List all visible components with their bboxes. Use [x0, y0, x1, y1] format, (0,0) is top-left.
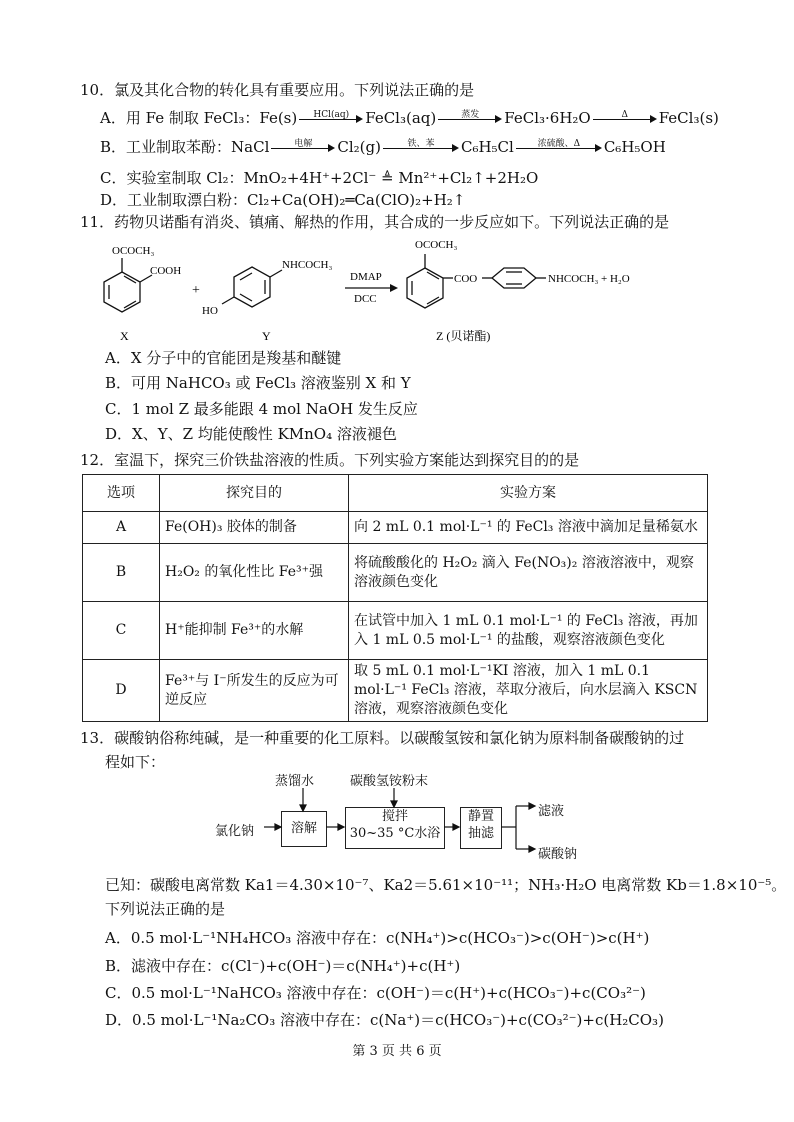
arrow-label: 电解 [294, 139, 313, 149]
q13-option-c: C．0.5 mol·L⁻¹NaHCO₃ 溶液中存在：c(OH⁻)＝c(H⁺)+c(HCO₃⁻)+c(CO₃²⁻) [105, 984, 646, 1002]
q10-b-m3: C₆H₅OH [603, 138, 666, 156]
y-substituent-amide: NHCOCH₃ [282, 259, 333, 271]
z-substituent-acetoxy: OCOCH₃ [415, 239, 458, 251]
q12-stem: 12．室温下，探究三价铁盐溶液的性质。下列实验方案能达到探究目的的是 [80, 451, 580, 469]
table-header-row [83, 475, 708, 512]
q10-a-prefix: A．用 Fe 制取 FeCl₃：Fe(s) [100, 109, 298, 127]
q13-stem-line1: 13．碳酸钠俗称纯碱，是一种重要的化工原料。以碳酸氢铵和氯化钠为原料制备碳酸钠的过 [80, 729, 685, 747]
label-x: X [120, 329, 129, 343]
benzene-ring-x [104, 258, 152, 312]
flow-arrows [250, 784, 550, 859]
flow-filter-label: 抽滤 [467, 826, 494, 841]
table-row [83, 602, 708, 660]
flow-sodium-carbonate: 碳酸钠 [538, 847, 578, 862]
q13-known-constants: 已知：碳酸电离常数 Ka1＝4.30×10⁻⁷、Ka2＝5.61×10⁻¹¹；NH₃·H₂O 电离常数 Kb＝1.8×10⁻⁵。 [105, 876, 787, 894]
label-y: Y [262, 329, 271, 343]
y-substituent-hydroxyl: HO [202, 305, 218, 317]
benzene-ring-z2 [482, 268, 546, 288]
reaction-arrow [299, 108, 363, 128]
row-goal: Fe(OH)₃ 胶体的制备 [160, 512, 349, 544]
q10-option-c: C．实验室制取 Cl₂：MnO₂+4H⁺+2Cl⁻ ≜ Mn²⁺+Cl₂↑+2H₂O [100, 169, 539, 187]
header-goal: 探究目的 [160, 475, 349, 512]
label-z: Z (贝诺酯) [436, 329, 491, 343]
q11-option-c: C．1 mol Z 最多能跟 4 mol NaOH 发生反应 [105, 400, 418, 418]
q10-option-b [100, 137, 666, 157]
q10-stem: 10．氯及其化合物的转化具有重要应用。下列说法正确的是 [80, 81, 475, 99]
q11-option-b: B．可用 NaHCO₃ 或 FeCl₃ 溶液鉴别 X 和 Y [105, 374, 411, 392]
row-plan: 取 5 mL 0.1 mol·L⁻¹KI 溶液，加入 1 mL 0.1 mol·L⁻¹ FeCl₃ 溶液，萃取分液后，向水层滴入 KSCN 溶液，观察溶液颜色变化 [349, 660, 708, 722]
plus-sign: + [192, 283, 200, 298]
q13-option-d: D．0.5 mol·L⁻¹Na₂CO₃ 溶液中存在：c(Na⁺)＝c(HCO₃⁻)+c(CO₃²⁻)+c(H₂CO₃) [105, 1011, 664, 1029]
flow-stir-condition: 30~35 °C水浴 [349, 826, 441, 841]
row-goal: Fe³⁺与 I⁻所发生的反应为可逆反应 [160, 660, 349, 722]
table-row [83, 544, 708, 602]
arrow-label: HCl(aq) [313, 110, 350, 120]
q10-b-m1: Cl₂(g) [337, 138, 381, 156]
benzene-ring-y [222, 267, 282, 307]
q11-option-d: D．X、Y、Z 均能使酸性 KMnO₄ 溶液褪色 [105, 425, 397, 443]
reaction-arrow [383, 137, 459, 157]
q13-stem-line2: 程如下： [105, 753, 166, 771]
flow-stir-label: 搅拌 [381, 809, 408, 824]
arrow-label: 蒸发 [461, 110, 480, 120]
q13-option-b: B．滤液中存在：c(Cl⁻)+c(OH⁻)＝c(NH₄⁺)+c(H⁺) [105, 957, 461, 975]
row-goal: H₂O₂ 的氧化性比 Fe³⁺强 [160, 544, 349, 602]
flow-sodium-chloride: 氯化钠 [215, 824, 255, 839]
q12-experiment-table [82, 474, 708, 722]
q13-option-a: A．0.5 mol·L⁻¹NH₄HCO₃ 溶液中存在：c(NH₄⁺)>c(HCO₃⁻)>c(OH⁻)>c(H⁺) [105, 929, 650, 947]
q10-option-d: D．工业制取漂白粉：Cl₂+Ca(OH)₂═Ca(ClO)₂+H₂↑ [100, 191, 466, 209]
q10-a-m1: FeCl₃(aq) [365, 109, 437, 127]
q13-ask: 下列说法正确的是 [105, 900, 226, 918]
q10-b-prefix: B．工业制取苯酚：NaCl [100, 138, 270, 156]
header-option: 选项 [83, 475, 160, 512]
arrow-label: 铁、苯 [407, 139, 435, 149]
q10-a-m2: FeCl₃·6H₂O [504, 109, 591, 127]
reaction-arrow [438, 108, 502, 128]
reaction-arrow [271, 137, 335, 157]
reaction-arrow [593, 108, 657, 128]
page-footer: 第 3 页 共 6 页 [352, 1044, 442, 1059]
x-substituent-carboxyl: COOH [150, 265, 182, 277]
row-option: A [83, 512, 160, 544]
q10-a-m3: FeCl₃(s) [658, 109, 719, 127]
header-plan: 实验方案 [349, 475, 708, 512]
z-ester-link: COO [454, 273, 478, 285]
row-plan: 向 2 mL 0.1 mol·L⁻¹ 的 FeCl₃ 溶液中滴加足量稀氨水 [349, 512, 708, 544]
flow-bicarbonate-powder: 碳酸氢铵粉末 [350, 774, 429, 789]
flow-filtrate: 滤液 [538, 804, 565, 819]
row-plan: 将硫酸酸化的 H₂O₂ 滴入 Fe(NO₃)₂ 溶液溶液中，观察溶液颜色变化 [349, 544, 708, 602]
benzene-ring-z1 [407, 254, 453, 308]
row-goal: H⁺能抑制 Fe³⁺的水解 [160, 602, 349, 660]
flow-settle-label: 静置 [467, 809, 494, 824]
reaction-arrow [516, 137, 602, 157]
arrow-label: 浓硫酸、Δ [537, 139, 581, 149]
row-option: B [83, 544, 160, 602]
table-row [83, 512, 708, 544]
row-option: C [83, 602, 160, 660]
arrow-label: Δ [621, 110, 628, 120]
condition-dcc: DCC [354, 293, 377, 305]
flow-step-dissolve: 溶解 [281, 811, 327, 847]
q11-option-a: A．X 分子中的官能团是羧基和醚键 [105, 349, 342, 367]
z-substituent-amide-water: NHCOCH₃ + H₂O [548, 273, 630, 285]
row-plan: 在试管中加入 1 mL 0.1 mol·L⁻¹ 的 FeCl₃ 溶液，再加入 1 mL 0.5 mol·L⁻¹ 的盐酸，观察溶液颜色变化 [349, 602, 708, 660]
flow-distilled-water: 蒸馏水 [275, 774, 315, 789]
table-row [83, 660, 708, 722]
q10-option-a [100, 108, 719, 128]
q10-b-m2: C₆H₅Cl [460, 138, 514, 156]
x-substituent-acetoxy: OCOCH₃ [112, 245, 155, 257]
condition-dmap: DMAP [350, 271, 382, 283]
row-option: D [83, 660, 160, 722]
q11-stem: 11．药物贝诺酯有消炎、镇痛、解热的作用，其合成的一步反应如下。下列说法正确的是 [80, 213, 670, 231]
q11-reaction-scheme [90, 232, 710, 347]
